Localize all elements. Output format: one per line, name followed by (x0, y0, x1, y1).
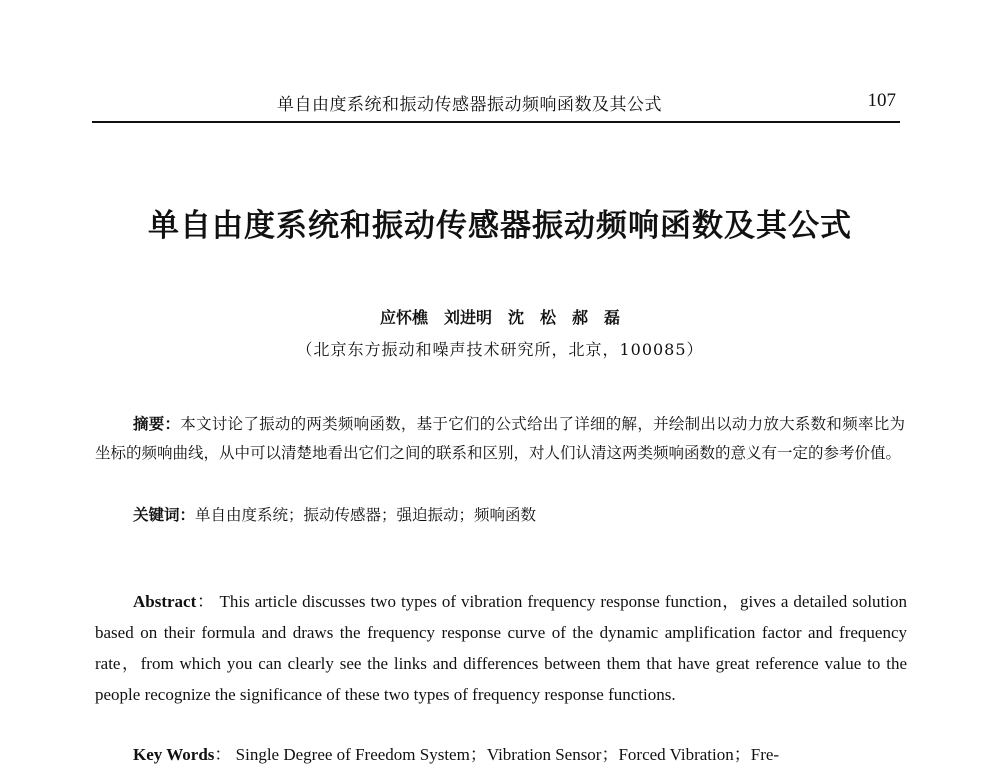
english-abstract-separator: ： (196, 592, 215, 611)
author-affiliation: （北京东方振动和噪声技术研究所，北京，100085） (296, 340, 704, 359)
chinese-keywords-text: 单自由度系统；振动传感器；强迫振动；频响函数 (195, 506, 537, 524)
english-keywords-label: Key Words (133, 745, 215, 764)
header-rule (92, 121, 900, 123)
english-abstract (95, 586, 907, 710)
chinese-abstract-label: 摘要： (133, 415, 181, 433)
english-abstract-text: This article discusses two types of vibration frequency response function，gives a detailed solution based on their formula and draws the frequency response curve of the dynamic amplification factor and frequency rate，from which you can clearly see the links and differences between them that have great reference value to the people recognize the significance of these two types of frequency response functions. (95, 592, 908, 704)
chinese-abstract-text: 本文讨论了振动的两类频响函数，基于它们的公式给出了详细的解，并绘制出以动力放大系数和频率比为坐标的频响曲线，从中可以清楚地看出它们之间的联系和区别，对人们认清这两类频响函数的意义有一定的参考价值。 (95, 415, 905, 462)
english-keywords-text: Single Degree of Freedom System；Vibration Sensor；Forced Vibration；Fre- (235, 745, 780, 764)
english-abstract-label: Abstract (133, 592, 197, 611)
running-header-title: 单自由度系统和振动传感器振动频响函数及其公式 (277, 95, 662, 115)
author-list: 应怀樵 刘进明 沈 松 郝 磊 (379, 308, 620, 327)
running-header (92, 88, 900, 118)
chinese-abstract (95, 410, 905, 468)
article-title: 单自由度系统和振动传感器振动频响函数及其公式 (148, 208, 852, 244)
page-number: 107 (867, 90, 896, 111)
chinese-keywords (133, 503, 536, 525)
english-keywords (133, 740, 779, 765)
chinese-keywords-label: 关键词： (133, 506, 196, 524)
english-keywords-separator: ： (214, 745, 232, 764)
